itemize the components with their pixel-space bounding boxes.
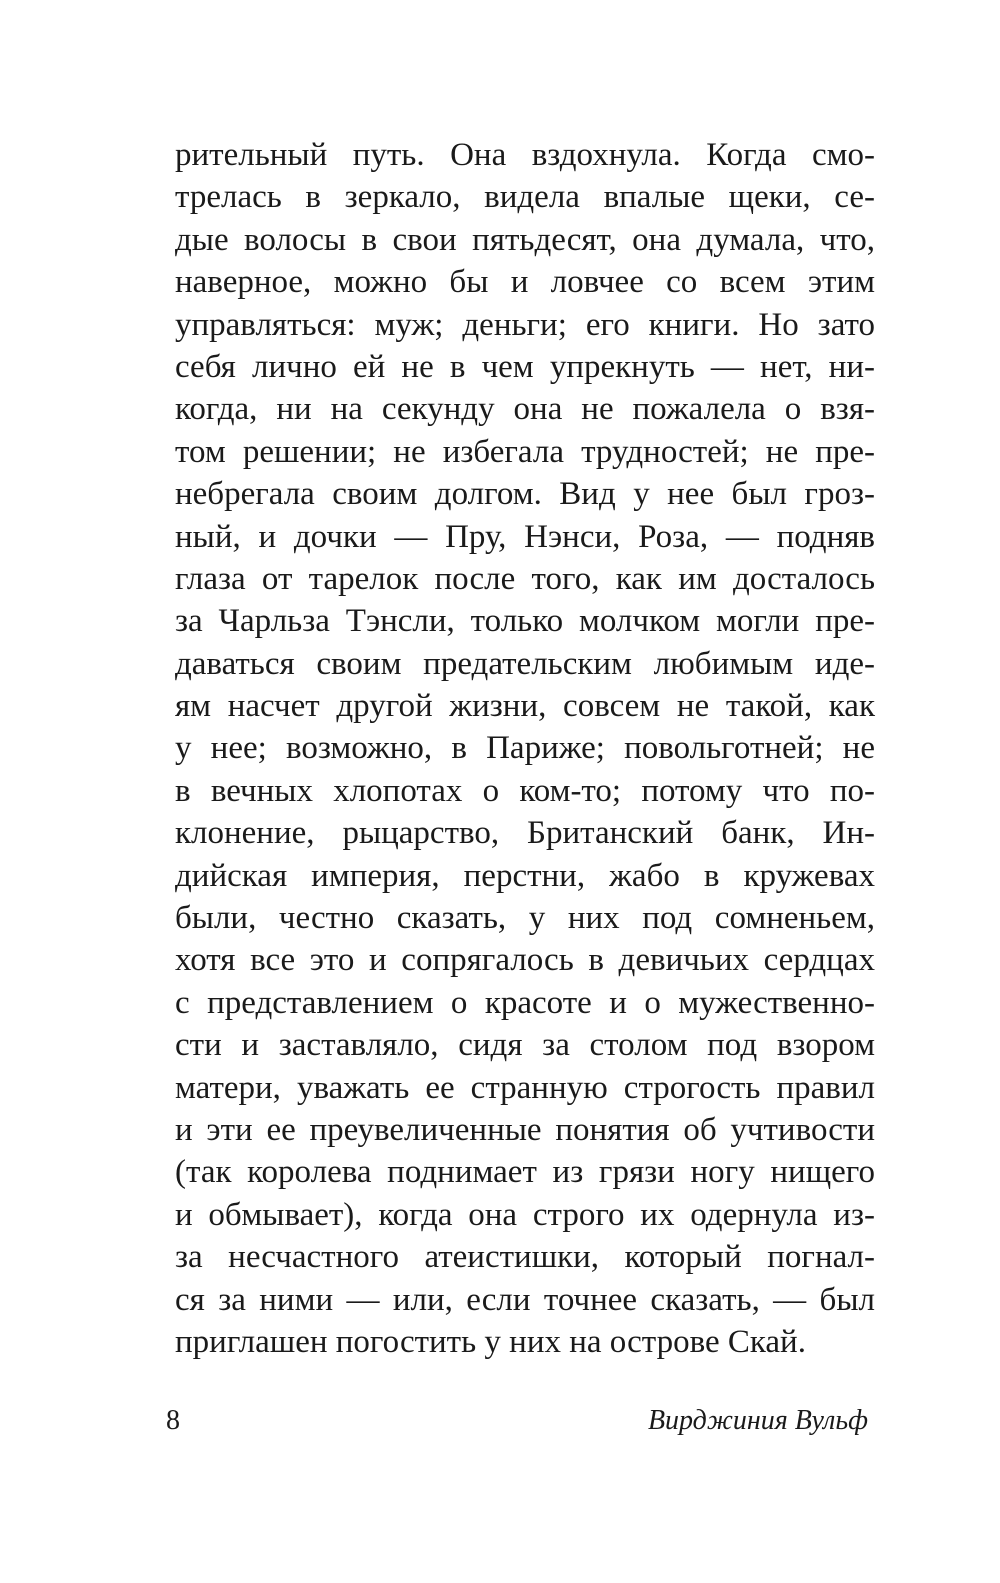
text-line: наверное, можно бы и ловчее со всем этим bbox=[175, 264, 875, 301]
page-number: 8 bbox=[166, 1405, 180, 1436]
text-line: (так королева поднимает из грязи ногу нищего bbox=[175, 1154, 875, 1191]
text-line: управляться: муж; деньги; его книги. Но зато bbox=[175, 306, 875, 343]
text-line: себя лично ей не в чем упрекнуть — нет, ни- bbox=[175, 348, 875, 385]
text-line: с представлением о красоте и о мужественно- bbox=[175, 984, 875, 1021]
text-line: рительный путь. Она вздохнула. Когда смо- bbox=[175, 137, 875, 173]
text-line: глаза от тарелок после того, как им досталось bbox=[175, 560, 875, 597]
text-line: дые волосы в свои пятьдесят, она думала, что, bbox=[175, 221, 875, 258]
body-text bbox=[175, 134, 875, 1363]
text-line: том решении; не избегала трудностей; не пре- bbox=[175, 433, 875, 470]
text-line: даваться своим предательским любимым иде- bbox=[175, 645, 875, 682]
page-footer bbox=[166, 1403, 868, 1439]
text-line: трелась в зеркало, видела впалые щеки, се- bbox=[175, 179, 875, 216]
running-head-author: Вирджиния Вульф bbox=[647, 1405, 868, 1436]
text-line: дийская империя, перстни, жабо в кружевах bbox=[175, 857, 875, 894]
text-line: когда, ни на секунду она не пожалела о взя- bbox=[175, 391, 875, 428]
text-line: небрегала своим долгом. Вид у нее был гроз- bbox=[175, 476, 875, 513]
text-line: сти и заставляло, сидя за столом под взором bbox=[175, 1027, 875, 1064]
text-line: за Чарльза Тэнсли, только молчком могли пре- bbox=[175, 603, 875, 640]
text-line: приглашен погостить у них на острове Скай. bbox=[175, 1323, 806, 1360]
text-line: хотя все это и сопрягалось в девичьих сердцах bbox=[175, 942, 875, 979]
text-line: у нее; возможно, в Париже; повольготней; не bbox=[175, 730, 875, 767]
text-line: ный, и дочки — Пру, Нэнси, Роза, — подняв bbox=[175, 518, 875, 555]
text-line: ся за ними — или, если точнее сказать, — был bbox=[175, 1281, 875, 1318]
text-line: матери, уважать ее странную строгость правил bbox=[175, 1069, 875, 1106]
text-line: ям насчет другой жизни, совсем не такой, как bbox=[175, 688, 875, 725]
text-line: и эти ее преувеличенные понятия об учтивости bbox=[175, 1111, 875, 1148]
text-line: были, честно сказать, у них под сомненьем, bbox=[175, 900, 875, 937]
text-line: клонение, рыцарство, Британский банк, Ин- bbox=[175, 815, 875, 852]
text-line: и обмывает), когда она строго их одернула из- bbox=[175, 1196, 875, 1233]
text-line: за несчастного атеистишки, который погнал- bbox=[175, 1239, 875, 1276]
text-line: в вечных хлопотах о ком-то; потому что по- bbox=[175, 772, 875, 809]
